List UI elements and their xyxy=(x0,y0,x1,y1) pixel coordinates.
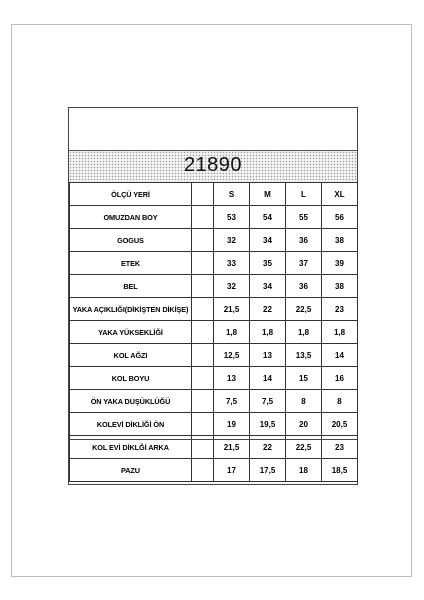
measurement-value: 22 xyxy=(250,298,286,321)
measurement-value: 7,5 xyxy=(250,390,286,413)
measurement-value: 34 xyxy=(250,229,286,252)
measurement-value: 13 xyxy=(214,367,250,390)
spacer-cell xyxy=(192,275,214,298)
measurement-value: 22 xyxy=(250,436,286,459)
measurement-value: 17 xyxy=(214,459,250,482)
spacer-cell xyxy=(192,344,214,367)
table-row xyxy=(70,344,358,367)
table-row xyxy=(70,413,358,436)
header-size-m: M xyxy=(250,183,286,206)
header-label: ÖLÇÜ YERİ xyxy=(70,183,192,206)
measurement-value: 14 xyxy=(322,344,358,367)
product-code: 21890 xyxy=(183,154,243,176)
spacer-cell xyxy=(192,367,214,390)
measurement-label: PAZU xyxy=(70,459,192,482)
spacer-cell xyxy=(192,413,214,436)
measurement-value: 18,5 xyxy=(322,459,358,482)
measurement-value: 20 xyxy=(286,413,322,436)
product-code-band xyxy=(69,150,357,183)
table-row xyxy=(70,298,358,321)
measurement-value: 54 xyxy=(250,206,286,229)
spacer-cell xyxy=(192,390,214,413)
measurement-value: 8 xyxy=(322,390,358,413)
spacer-cell xyxy=(192,298,214,321)
measurement-value: 33 xyxy=(214,252,250,275)
table-row xyxy=(70,206,358,229)
measurement-value: 21,5 xyxy=(214,298,250,321)
size-chart-sheet xyxy=(68,107,358,485)
measurement-value: 35 xyxy=(250,252,286,275)
measurement-value: 22,5 xyxy=(286,298,322,321)
measurement-value: 32 xyxy=(214,229,250,252)
measurement-label: OMUZDAN BOY xyxy=(70,206,192,229)
measurement-value: 8 xyxy=(286,390,322,413)
header-size-l: L xyxy=(286,183,322,206)
measurement-value: 19,5 xyxy=(250,413,286,436)
measurement-label: GOGUS xyxy=(70,229,192,252)
spacer-cell xyxy=(192,206,214,229)
size-table xyxy=(69,182,358,482)
measurement-value: 23 xyxy=(322,436,358,459)
measurement-label: YAKA YÜKSEKLİĞİ xyxy=(70,321,192,344)
measurement-value: 20,5 xyxy=(322,413,358,436)
measurement-value: 13,5 xyxy=(286,344,322,367)
measurement-value: 1,8 xyxy=(286,321,322,344)
measurement-label: KOL BOYU xyxy=(70,367,192,390)
measurement-value: 13 xyxy=(250,344,286,367)
table-row xyxy=(70,321,358,344)
measurement-value: 36 xyxy=(286,229,322,252)
spacer-cell xyxy=(192,252,214,275)
size-table-body xyxy=(70,183,358,482)
measurement-value: 7,5 xyxy=(214,390,250,413)
measurement-value: 1,8 xyxy=(214,321,250,344)
measurement-label: ÖN YAKA DUŞÜKLÜĞÜ xyxy=(70,390,192,413)
measurement-label: ETEK xyxy=(70,252,192,275)
measurement-value: 14 xyxy=(250,367,286,390)
blank-footer-area xyxy=(69,439,357,485)
table-row xyxy=(70,275,358,298)
measurement-value: 16 xyxy=(322,367,358,390)
table-row xyxy=(70,367,358,390)
header-size-s: S xyxy=(214,183,250,206)
measurement-label: KOLEVİ DİKLİĞİ ÖN xyxy=(70,413,192,436)
table-header-row xyxy=(70,183,358,206)
measurement-value: 37 xyxy=(286,252,322,275)
measurement-value: 32 xyxy=(214,275,250,298)
measurement-value: 23 xyxy=(322,298,358,321)
spacer-cell xyxy=(192,229,214,252)
table-row xyxy=(70,252,358,275)
measurement-value: 1,8 xyxy=(322,321,358,344)
measurement-label: KOL AĞZI xyxy=(70,344,192,367)
measurement-value: 36 xyxy=(286,275,322,298)
header-size-xl: XL xyxy=(322,183,358,206)
measurement-value: 39 xyxy=(322,252,358,275)
measurement-label: BEL xyxy=(70,275,192,298)
measurement-value: 19 xyxy=(214,413,250,436)
table-row xyxy=(70,229,358,252)
measurement-value: 38 xyxy=(322,275,358,298)
measurement-value: 53 xyxy=(214,206,250,229)
measurement-value: 17,5 xyxy=(250,459,286,482)
measurement-value: 55 xyxy=(286,206,322,229)
measurement-value: 56 xyxy=(322,206,358,229)
measurement-label: KOL EVİ DİKLĞİ ARKA xyxy=(70,436,192,459)
measurement-value: 21,5 xyxy=(214,436,250,459)
measurement-value: 38 xyxy=(322,229,358,252)
spacer-cell xyxy=(192,321,214,344)
measurement-value: 22,5 xyxy=(286,436,322,459)
table-row xyxy=(70,390,358,413)
measurement-value: 15 xyxy=(286,367,322,390)
measurement-value: 1,8 xyxy=(250,321,286,344)
measurement-label: YAKA AÇIKLIĞI(DİKİŞTEN DİKİŞE) xyxy=(70,298,192,321)
measurement-value: 12,5 xyxy=(214,344,250,367)
measurement-value: 34 xyxy=(250,275,286,298)
spacer-cell xyxy=(192,183,214,206)
measurement-value: 18 xyxy=(286,459,322,482)
